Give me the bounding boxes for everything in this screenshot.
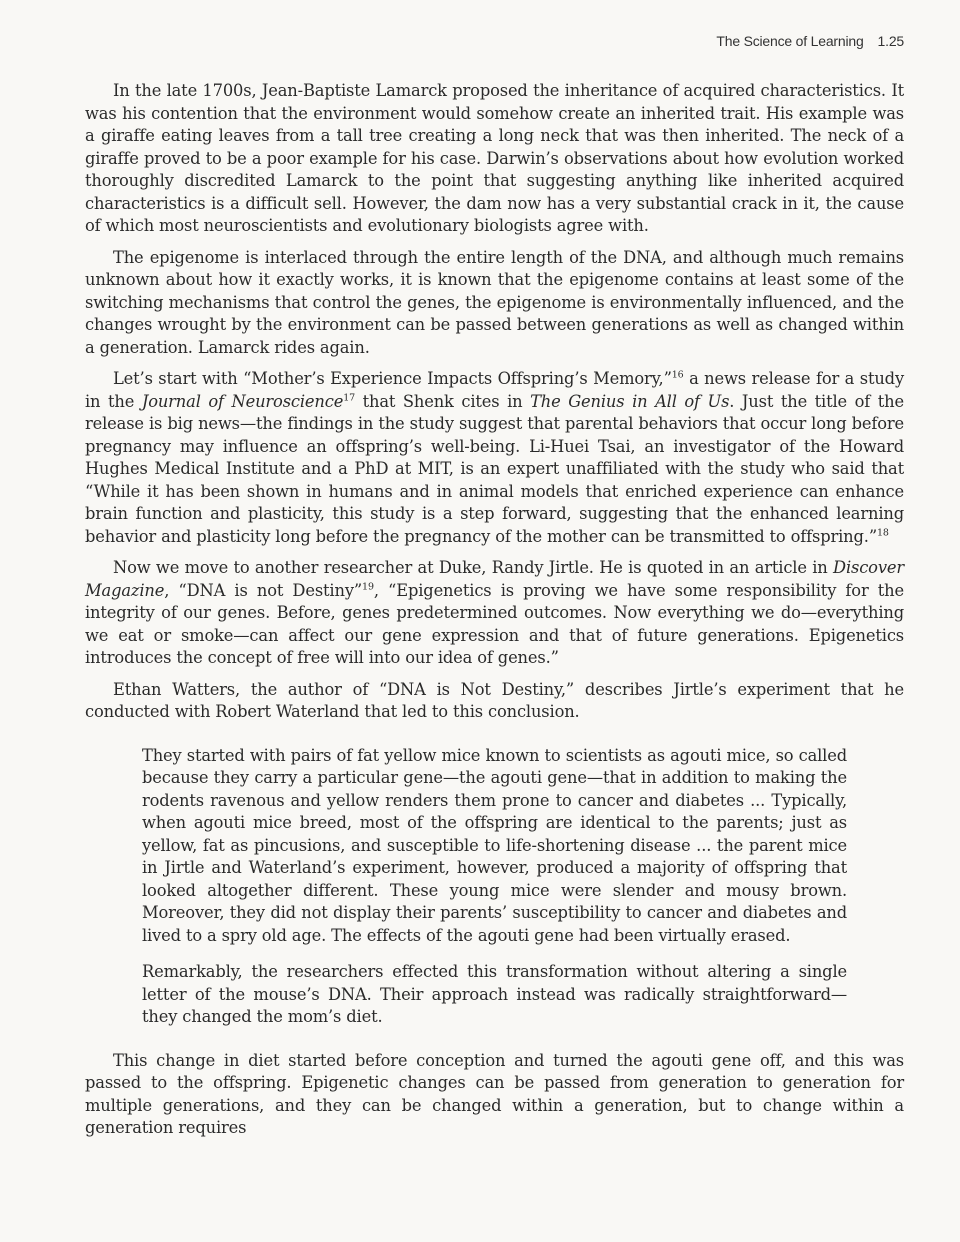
paragraph-watters: Ethan Watters, the author of “DNA is Not Destiny,” describes Jirtle’s experiment that he conducted with Robert Waterland that led to this conclusion. — [85, 679, 904, 721]
journal-title: Journal of Neuroscience — [141, 391, 344, 411]
book-title: The Genius in All of Us — [530, 391, 730, 411]
page-body — [85, 80, 904, 1149]
page-number: 1.25 — [877, 33, 904, 49]
paragraph-mothers-experience — [85, 368, 904, 548]
text-run: a news release for a study in the — [85, 369, 904, 411]
footnote-ref: 16 — [671, 369, 684, 381]
quote-paragraph-mice: They started with pairs of fat yellow mice known to scientists as agouti mice, so called because they carry a particular gene—the agouti gene—that in addition to making the rodents ravenous and yellow renders them prone to cancer and diabetes ... Typically, when agouti mice breed, most of the offspring are identical to the parents; just as yellow, fat as pincusions, and susceptible to life-shortening disease ... the parent mice in Jirtle and Waterland’s experiment, however, produced a majority of offspring that looked altogether different. These young mice were slender and mousy brown. Moreover, they did not display their parents’ susceptibility to cancer and diabetes and lived to a spry old age. The effects of the agouti gene had been virtually erased. — [142, 745, 847, 945]
paragraph-diet-change: This change in diet started before conception and turned the agouti gene off, and this was passed to the offspring. Epigenetic changes can be passed from generation to generation for multiple generations, and they can be changed within a generation, but to change within a generation requires — [85, 1050, 904, 1137]
footnote-ref: 17 — [343, 392, 355, 404]
block-quote — [142, 745, 847, 1029]
text-run: , “Epigenetics is proving we have some responsibility for the integrity of our genes. Before, genes predetermined outcomes. Now everything we do—everything we eat or smoke—can affect our gene expression and that of future generations. Epigenetics introduces the concept of free will into our idea of genes.” — [85, 580, 904, 667]
running-header — [716, 33, 904, 49]
quote-paragraph-diet: Remarkably, the researchers effected this transformation without altering a single letter of the mouse’s DNA. Their approach instead was radically straightforward—they changed the mom’s diet. — [142, 962, 847, 1026]
section-title: The Science of Learning — [716, 33, 864, 49]
magazine-title: Discover Magazine — [85, 558, 904, 600]
footnote-ref: 19 — [362, 581, 374, 593]
text-run: Let’s start with “Mother’s Experience Impacts Offspring’s Memory,” — [113, 369, 672, 388]
text-run: Now we move to another researcher at Duke, Randy Jirtle. He is quoted in an article in — [113, 558, 834, 577]
text-run: . Just the title of the release is big news—the findings in the study suggest that parental behaviors that occur long before pregnancy may influence an offspring’s well-being. Li-Huei Tsai, an investigator of the Howard Hughes Medical Institute and a PhD at MIT, is an expert unaffiliated with the study who said that “While it has been shown in humans and in animal models that enriched experience can enhance brain function and plasticity, this study is a step forward, suggesting that the enhanced learning behavior and plasticity long before the pregnancy of the mother can be transmitted to offspring.” — [85, 391, 904, 546]
text-run: , “DNA is not Destiny” — [164, 580, 363, 600]
text-run: that Shenk cites in — [355, 391, 531, 411]
footnote-ref: 18 — [877, 527, 889, 539]
paragraph-epigenome: The epigenome is interlaced through the entire length of the DNA, and although much remains unknown about how it exactly works, it is known that the epigenome contains at least some of the switching mechanisms that control the genes, the epigenome is environmentally influenced, and the changes wrought by the environment can be passed between generations as well as changed within a generation. Lamarck rides again. — [85, 247, 904, 357]
paragraph-lamarck: In the late 1700s, Jean-Baptiste Lamarck proposed the inheritance of acquired characteristics. It was his contention that the environment would somehow create an inherited trait. His example was a giraffe eating leaves from a tall tree creating a long neck that was then inherited. The neck of a giraffe proved to be a poor example for his case. Darwin’s observations about how evolution worked thoroughly discredited Lamarck to the point that suggesting anything like inherited acquired characteristics is a difficult sell. However, the dam now has a very substantial crack in it, the cause of which most neuroscientists and evolutionary biologists agree with. — [85, 81, 904, 235]
paragraph-jirtle — [85, 557, 904, 670]
